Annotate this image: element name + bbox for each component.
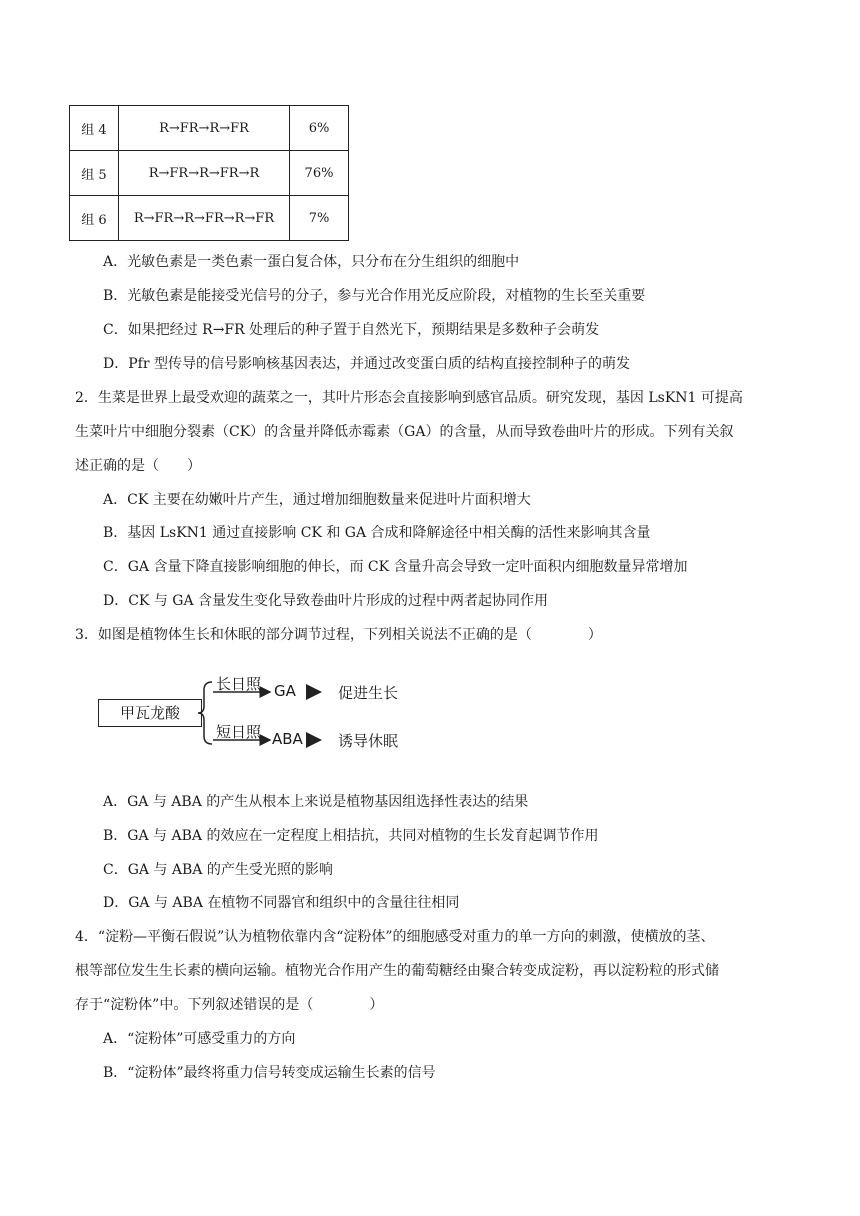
q1-option-b: B．光敏色素是能接受光信号的分子，参与光合作用光反应阶段，对植物的生长至关重要	[103, 288, 646, 304]
q4-stem-line: 存于“淀粉体”中。下列叙述错误的是（ ）	[75, 997, 384, 1013]
q1-option-d: D．Pfr 型传导的信号影响核基因表达，并通过改变蛋白质的结构直接控制种子的萌发	[103, 356, 630, 372]
rate-cell: 76%	[290, 151, 349, 196]
q4-stem-line: 根等部位发生生长素的横向运输。植物光合作用产生的葡萄糖经由聚合转变成淀粉，再以淀粉粒的形式储	[75, 963, 719, 979]
group-cell: 组 5	[70, 151, 119, 196]
q2-stem-line: 生菜叶片中细胞分裂素（CK）的含量并降低赤霉素（GA）的含量，从而导致卷曲叶片的形成。下列有关叙	[75, 424, 734, 440]
upper-effect: 促进生长	[338, 684, 399, 702]
q3-stem: 3．如图是植物体生长和休眠的部分调节过程，下列相关说法不正确的是（ ）	[75, 627, 602, 643]
experiment-table	[69, 105, 349, 241]
q3-option-c: C．GA 与 ABA 的产生受光照的影响	[103, 862, 333, 878]
q3-option-d: D．GA 与 ABA 在植物不同器官和组织中的含量往往相同	[103, 895, 460, 911]
sequence-cell: R→FR→R→FR→R	[119, 151, 290, 196]
sequence-cell: R→FR→R→FR	[119, 106, 290, 151]
q2-option-d: D．CK 与 GA 含量发生变化导致卷曲叶片形成的过程中两者起协同作用	[103, 593, 549, 609]
q3-option-a: A．GA 与 ABA 的产生从根本上来说是植物基因组选择性表达的结果	[103, 794, 529, 810]
table-row	[70, 151, 349, 196]
upper-condition: 长日照	[216, 675, 262, 693]
table-row	[70, 196, 349, 241]
q4-stem-line: 4．“淀粉—平衡石假说”认为植物依靠内含“淀粉体”的细胞感受对重力的单一方向的刺激，使横放的茎、	[75, 929, 715, 945]
q4-option-a: A．“淀粉体”可感受重力的方向	[103, 1031, 296, 1047]
upper-product: GA	[274, 682, 296, 700]
q2-option-a: A．CK 主要在幼嫩叶片产生，通过增加细胞数量来促进叶片面积增大	[103, 492, 531, 508]
source-box: 甲瓦龙酸	[98, 699, 202, 727]
q2-stem-line: 2．生菜是世界上最受欢迎的蔬菜之一，其叶片形态会直接影响到感官品质。研究发现，基因 LsKN1 可提高	[75, 390, 743, 406]
rate-cell: 7%	[290, 196, 349, 241]
q2-option-b: B．基因 LsKN1 通过直接影响 CK 和 GA 合成和降解途径中相关酶的活性来影响其含量	[103, 525, 651, 541]
regulation-diagram	[96, 668, 416, 764]
lower-condition: 短日照	[216, 723, 262, 741]
lower-effect: 诱导休眠	[338, 732, 399, 750]
q1-option-a: A．光敏色素是一类色素一蛋白复合体，只分布在分生组织的细胞中	[103, 254, 520, 270]
q1-option-c: C．如果把经过 R→FR 处理后的种子置于自然光下，预期结果是多数种子会萌发	[103, 322, 600, 338]
group-cell: 组 6	[70, 196, 119, 241]
group-cell: 组 4	[70, 106, 119, 151]
q4-option-b: B．“淀粉体”最终将重力信号转变成运输生长素的信号	[103, 1065, 436, 1081]
q2-option-c: C．GA 含量下降直接影响细胞的伸长，而 CK 含量升高会导致一定叶面积内细胞数量异常增加	[103, 559, 688, 575]
rate-cell: 6%	[290, 106, 349, 151]
table-row	[70, 106, 349, 151]
sequence-cell: R→FR→R→FR→R→FR	[119, 196, 290, 241]
q2-stem-line: 述正确的是（ ）	[75, 458, 201, 474]
lower-product: ABA	[272, 730, 303, 748]
q3-option-b: B．GA 与 ABA 的效应在一定程度上相拮抗，共同对植物的生长发育起调节作用	[103, 828, 599, 844]
